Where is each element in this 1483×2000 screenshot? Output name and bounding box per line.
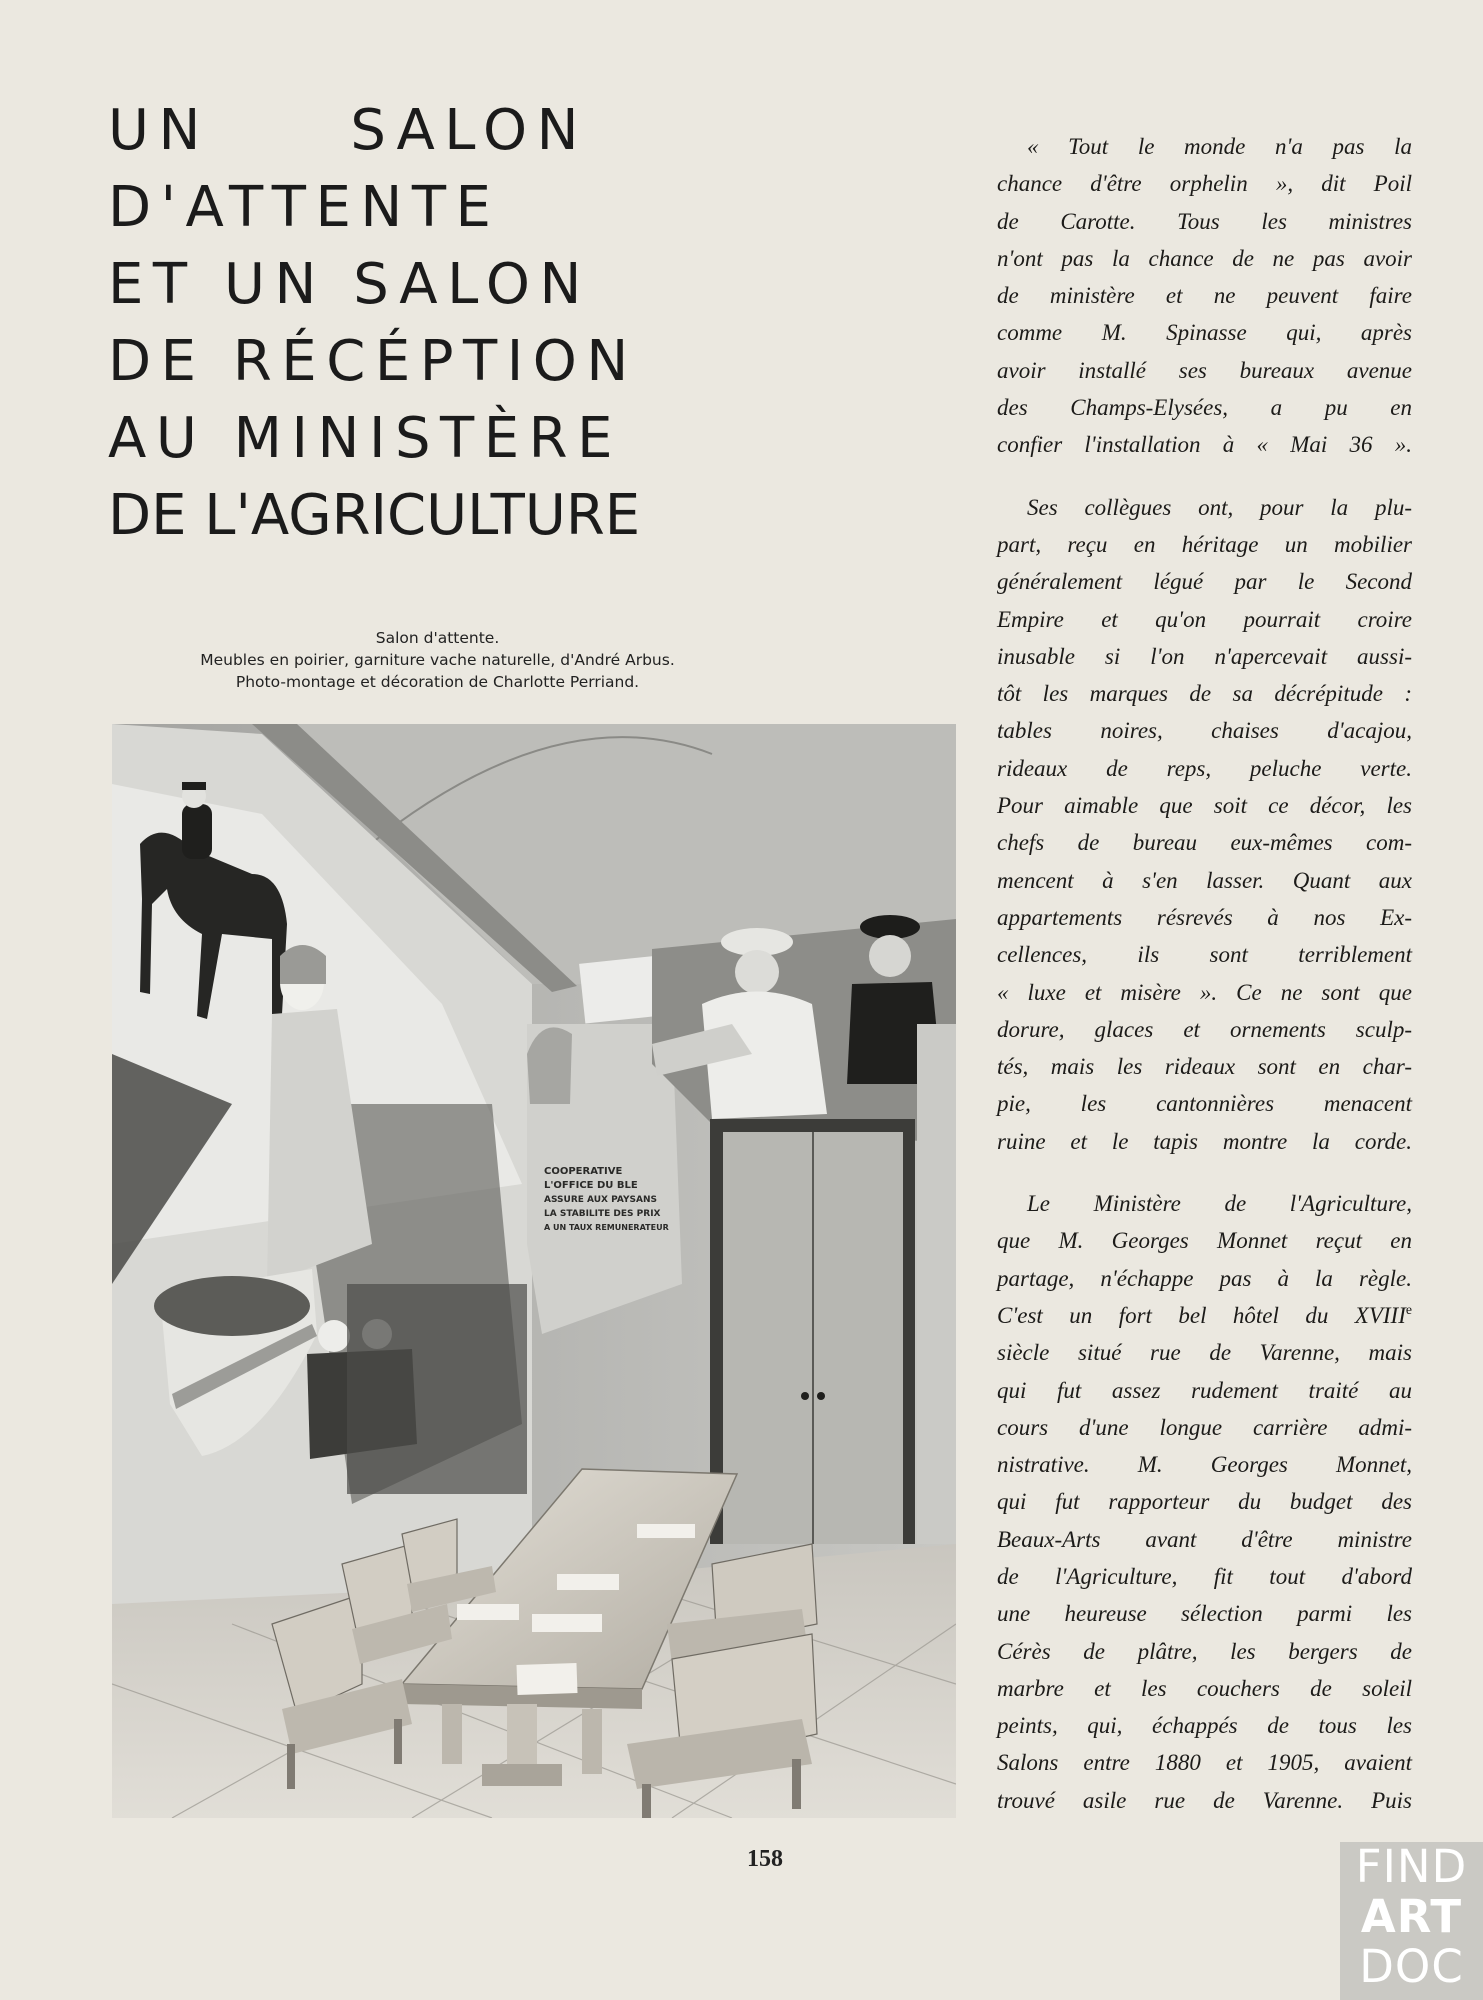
article-paragraph (997, 128, 1412, 464)
text-line: Cérès de plâtre, les bergers de (997, 1638, 1412, 1664)
text-line: Pour aimable que soit ce décor, les (997, 793, 1412, 819)
title-line: DE RÉCÉPTION (108, 329, 638, 394)
caption-line: Salon d'attente. (375, 629, 500, 647)
text-line: dorure, glaces et ornements sculp- (997, 1016, 1412, 1042)
text-line: avoir installé ses bureaux avenue (997, 357, 1412, 383)
article-body (997, 128, 1412, 1819)
text-line: « Tout le monde n'a pas la (1027, 134, 1412, 159)
text-line: peints, qui, échappés de tous les (997, 1713, 1412, 1739)
text-line: marbre et les couchers de soleil (997, 1675, 1412, 1701)
text-line: de l'Agriculture, fit tout d'abord (997, 1563, 1412, 1589)
text-line: Beaux-Arts avant d'être ministre (997, 1526, 1412, 1552)
text-line: n'ont pas la chance de ne pas avoir (997, 245, 1412, 271)
text-line: ruine et le tapis montre la corde. (997, 1128, 1412, 1154)
text-line: qui fut rapporteur du budget des (997, 1489, 1412, 1515)
mural-dark-panel (347, 1284, 527, 1494)
text-line: Empire et qu'on pourrait croire (997, 606, 1412, 632)
text-line: chefs de bureau eux-mêmes com- (997, 830, 1412, 856)
text-line: comme M. Spinasse qui, après (997, 320, 1412, 346)
text-line: rideaux de reps, peluche verte. (997, 755, 1412, 781)
text-line: partage, n'échappe pas à la règle. (997, 1265, 1412, 1291)
text-line: une heureuse sélection parmi les (997, 1601, 1412, 1627)
text-line: appartements résrevés à nos Ex- (997, 904, 1412, 930)
poster-line: LA STABILITE DES PRIX (544, 1209, 661, 1219)
text-line-with-superscript (997, 1297, 1412, 1334)
text-line: que M. Georges Monnet reçut en (997, 1228, 1412, 1254)
caption-line: Photo-montage et décoration de Charlotte Perriand. (235, 673, 640, 691)
text-line: des Champs-Elysées, a pu en (997, 395, 1412, 421)
text-line: qui fut assez rudement traité au (997, 1377, 1412, 1403)
right-wall-strip (917, 1024, 956, 1544)
title-line: UN SALON (108, 98, 588, 163)
text-line: de ministère et ne peuvent faire (997, 283, 1412, 309)
text-line: inusable si l'on n'apercevait aussi- (997, 643, 1412, 669)
watermark-logo (1340, 1842, 1483, 2000)
text-line: Salons entre 1880 et 1905, avaient (997, 1750, 1412, 1776)
text-line: Le Ministère de l'Agriculture, (1027, 1191, 1412, 1217)
text-line: Ses collègues ont, pour la plu- (1027, 494, 1412, 520)
text-line: pie, les cantonnières menacent (997, 1091, 1412, 1117)
poster-line: COOPERATIVE (544, 1166, 623, 1177)
watermark-line: DOC (1359, 1940, 1464, 1993)
title-line: DE L'AGRICULTURE (108, 483, 641, 548)
text-line: tés, mais les rideaux sont en char- (997, 1054, 1412, 1080)
century-superscript: e (1405, 1301, 1412, 1317)
article-title (108, 92, 641, 554)
poster-line: L'OFFICE DU BLE (544, 1180, 638, 1191)
caption-line: Meubles en poirier, garniture vache naturelle, d'André Arbus. (200, 651, 675, 669)
page-number: 158 (747, 1846, 783, 1872)
text-line: de Carotte. Tous les ministres (997, 208, 1412, 234)
photo-caption (110, 627, 765, 693)
poster-line: A UN TAUX REMUNERATEUR (544, 1223, 669, 1232)
text-segment: C'est un fort bel hôtel du XVIII (997, 1302, 1406, 1328)
text-line: « luxe et misère ». Ce ne sont que (997, 979, 1412, 1005)
watermark-line: FIND (1355, 1840, 1468, 1893)
text-line: cours d'une longue carrière admi- (997, 1414, 1412, 1440)
text-line: nistrative. M. Georges Monnet, (997, 1452, 1412, 1478)
article-paragraph (997, 1185, 1412, 1819)
title-line: ET UN SALON (108, 252, 591, 317)
title-line: D'ATTENTE (108, 175, 501, 240)
double-door (710, 1119, 915, 1544)
salon-photograph (112, 724, 956, 1818)
text-line: généralement légué par le Second (997, 569, 1412, 595)
text-line: tôt les marques de sa décrépitude : (997, 681, 1412, 707)
text-line: tables noires, chaises d'acajou, (997, 718, 1412, 744)
text-line: siècle situé rue de Varenne, mais (997, 1340, 1412, 1366)
article-paragraph (997, 489, 1412, 1160)
text-line: part, reçu en héritage un mobilier (997, 531, 1412, 557)
watermark-line: ART (1360, 1890, 1463, 1943)
text-line: cellences, ils sont terriblement (997, 942, 1412, 968)
salon-photo-illustration (112, 724, 956, 1818)
text-line: mencent à s'en lasser. Quant aux (997, 867, 1412, 893)
text-line: confier l'installation à « Mai 36 ». (997, 432, 1412, 458)
poster-line: ASSURE AUX PAYSANS (544, 1195, 657, 1205)
text-line: trouvé asile rue de Varenne. Puis (997, 1787, 1412, 1813)
text-line: chance d'être orphelin », dit Poil (997, 171, 1412, 197)
title-line: AU MINISTÈRE (108, 406, 623, 471)
